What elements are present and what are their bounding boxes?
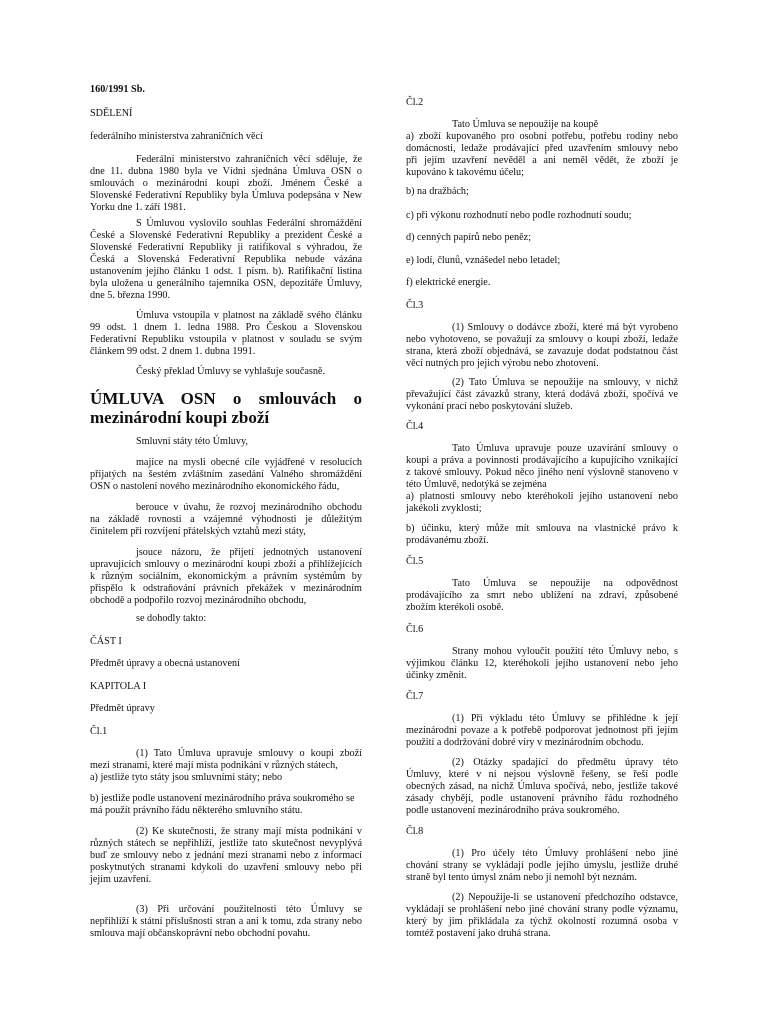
text-line: účinky změnit.	[406, 670, 467, 681]
text-line: smlouva mají občanskoprávní nebo obchodní povahu.	[90, 928, 311, 939]
translation-note: Český překlad Úmluvy se vyhlašuje současně.	[136, 366, 325, 377]
text-line: jejím uzavření.	[90, 874, 152, 885]
text-line: koupi a práva a povinnosti prodávajícího a kupujícího vznikající	[406, 455, 678, 466]
text-line: byla uložena u generálního tajemníka OSN, depozitáře Úmluvy,	[90, 278, 362, 289]
communication-heading: SDĚLENÍ	[90, 108, 133, 119]
convention-title-line-2: mezinárodní koupi zboží	[90, 408, 270, 427]
part-heading: ČÁST I	[90, 636, 122, 647]
text-line: upravujících smlouvy o mezinárodní koupi zboží a přihlížejících	[90, 559, 362, 570]
text-line: (2) Ke skutečnosti, že strany mají místa podnikání v	[136, 826, 362, 837]
text-line: Yorku dne 1. září 1981.	[90, 202, 186, 213]
text-line: prodávajícího za smrt nebo ublížení na zdraví, způsobené	[406, 590, 678, 601]
chapter-title: Předmět úpravy	[90, 703, 155, 714]
text-line: výjimkou článku 12, kteréhokoli jejího ustanovení nebo jeho	[406, 658, 678, 669]
text-line: Slovenské Federativní Republiky ji ratifikoval s výhradou, že	[90, 242, 362, 253]
text-line: S Úmluvou vyslovilo souhlas Federální shromáždění	[136, 218, 362, 229]
text-line: na základě rovnosti a vzájemné výhodnosti je důležitým	[90, 514, 362, 525]
text-line: nebo vyhotoveno, se považují za smlouvy o koupi zboží, ledaže	[406, 334, 678, 345]
article-5-heading: Čl.5	[406, 556, 424, 567]
text-line: a) platnosti smlouvy nebo kteréhokoli jejího ustanovení nebo	[406, 491, 678, 502]
law-number: 160/1991 Sb.	[90, 84, 145, 95]
text-line: (3) Při určování použitelnosti této Úmluvy se	[136, 904, 362, 915]
article-7-heading: Čl.7	[406, 691, 424, 702]
text-line: Tato Úmluva se nepoužije na odpovědnost	[452, 578, 678, 589]
text-line: použití a dodržování dobré víry v mezinárodním obchodu.	[406, 737, 644, 748]
article-3-heading: Čl.3	[406, 300, 424, 311]
text-line: různých státech se nepřihlíží, jestliže tato skutečnost nevyplývá	[90, 838, 362, 849]
text-line: Úmluvy, které v ní nejsou výslovně řešeny, se řeší podle	[406, 769, 678, 780]
text-line: (1) Tato Úmluva upravuje smlouvy o koupi zboží	[136, 748, 362, 759]
text-line: zásady chybějí, podle ustanovení právního řádu rozhodného	[406, 793, 678, 804]
text-line: (1) Pro účely této Úmluvy prohlášení nebo jiné	[452, 848, 678, 859]
text-line: OSN o nastolení nového mezinárodního ekonomického řádu,	[90, 481, 340, 492]
text-line: smlouvách o mezinárodní koupi zboží. Jménem České a	[90, 178, 362, 189]
text-line: který by jim přikládala za týchž okolností rozumná osoba v	[406, 916, 678, 927]
text-line: Federativní Republiku vstoupila v platnost v souladu se svým	[90, 334, 362, 345]
text-line: věcí nutných pro jejich výrobu nebo zhotovení.	[406, 358, 599, 369]
text-line: přispělo k odstraňování právních překážek v mezinárodním	[90, 583, 362, 594]
text-line: kupováno k takovému účelu;	[406, 167, 524, 178]
article-2-point-e: e) lodí, člunů, vznášedel nebo letadel;	[406, 255, 561, 266]
text-line: Strany mohou vyloučit použití této Úmluvy nebo, s	[452, 646, 678, 657]
article-2-point-c: c) při výkonu rozhodnutí nebo podle rozhodnutí soudu;	[406, 210, 632, 221]
text-line: 99 odst. 1 dnem 1. ledna 1988. Pro Českou a Slovenskou	[90, 322, 362, 333]
agreement-line: se dohodly takto:	[136, 613, 207, 624]
article-2-point-f: f) elektrické energie.	[406, 277, 491, 288]
text-line: České a Slovenské Federativní Republiky a prezident České a	[90, 230, 362, 241]
text-line: článkem 99 odst. 2 dnem 1. dubna 1991.	[90, 346, 256, 357]
text-line: vykonání prací nebo poskytování služeb.	[406, 401, 573, 412]
text-line: (1) Při výkladu této Úmluvy se přihlédne k její	[452, 713, 678, 724]
text-line: Tato Úmluva upravuje pouze uzavírání smlouvy o	[452, 443, 678, 454]
article-2-heading: Čl.2	[406, 97, 424, 108]
text-line: buď ze smlouvy nebo z jednání mezi stranami nebo z informací	[90, 850, 362, 861]
text-line: Úmluva vstoupila v platnost na základě svého článku	[136, 310, 362, 321]
text-line: zbožím kterékoli osobě.	[406, 602, 504, 613]
article-4-heading: Čl.4	[406, 421, 424, 432]
text-line: podle ustanovení mezinárodního práva soukromého.	[406, 805, 620, 816]
text-line: dne 11. dubna 1980 byla ve Vídni sjednána Úmluva OSN o	[90, 166, 362, 177]
text-line: mezinárodní povaze a k potřebě podporovat jednotnost při jejím	[406, 725, 678, 736]
text-line: majíce na mysli obecné cíle vyjádřené v resolucích	[136, 457, 362, 468]
text-line: chování strany se vykládají podle jejího úmyslu, jestliže druhé	[406, 860, 678, 871]
text-line: b) účinku, který může mít smlouva na vlastnické právo k	[406, 523, 678, 534]
text-line: tomtéž postavení jako druhá strana.	[406, 928, 551, 939]
text-line: této Úmluvě, nedotýká se zejména	[406, 479, 547, 490]
text-line: poskytnutých stranami kdykoli do uzavření smlouvy nebo při	[90, 862, 362, 873]
text-line: Federální ministerstvo zahraničních věcí sděluje, že	[136, 154, 362, 165]
preamble-opening: Smluvní státy této Úmluvy,	[136, 436, 248, 447]
text-line: při jejím uzavření nevěděl a ani neměl vědět, že zboží je	[406, 155, 678, 166]
text-line: ustanovením jejího článku 1 odst. 1 písm. b). Ratifikační listina	[90, 266, 362, 277]
text-line: strana, která zboží objednává, se zavazuje dodat podstatnou část	[406, 346, 678, 357]
text-line: (2) Nepoužije-li se ustanovení předchozího odstavce,	[452, 892, 678, 903]
text-line: (2) Tato Úmluva se nepoužije na smlouvy, v nichž	[452, 377, 678, 388]
text-line: nepřihlíží k státní příslušnosti stran a ani k tomu, zda strany nebo	[90, 916, 362, 927]
text-line: (1) Smlouvy o dodávce zboží, které má být vyrobeno	[452, 322, 678, 333]
text-line: Slovenské Federativní Republiky byla Úmluva podepsána v New	[90, 190, 362, 201]
article-2-point-b: b) na dražbách;	[406, 186, 469, 197]
text-line: mezi stranami, které mají místa podnikání v různých státech,	[90, 760, 338, 771]
text-line: (2) Otázky spadající do předmětu úpravy této	[452, 757, 678, 768]
text-line: z takové smlouvy. Pokud něco jiného není výslovně stanoveno v	[406, 467, 678, 478]
text-line: b) jestliže podle ustanovení mezinárodního práva soukromého se	[90, 793, 355, 804]
text-line: domácnosti, ledaže prodávající před uzavřením smlouvy nebo	[406, 143, 678, 154]
article-6-heading: Čl.6	[406, 624, 424, 635]
text-line: prodávanému zboží.	[406, 535, 489, 546]
text-line: obchodě a podpořilo rozvoj mezinárodního obchodu,	[90, 595, 307, 606]
text-line: Česká a Slovenská Federativní Republika nebude vázána	[90, 254, 362, 265]
convention-title-line-1: ÚMLUVA OSN o smlouvách o	[90, 389, 362, 408]
chapter-heading: KAPITOLA I	[90, 681, 147, 692]
text-line: vykládají se prohlášení nebo jiné chování strany podle významu,	[406, 904, 678, 915]
article-8-heading: Čl.8	[406, 826, 424, 837]
text-line: k různým sociálním, ekonomickým a právním systémům by	[90, 571, 362, 582]
text-line: a) jestliže tyto státy jsou smluvními státy; nebo	[90, 772, 283, 783]
text-line: převažující část závazků strany, která dodává zboží, spočívá ve	[406, 389, 678, 400]
article-2-point-d: d) cenných papírů nebo peněz;	[406, 232, 532, 243]
text-line: dne 5. března 1990.	[90, 290, 171, 301]
part-title: Předmět úpravy a obecná ustanovení	[90, 658, 240, 669]
article-1-heading: Čl.1	[90, 726, 108, 737]
text-line: straně byl tento úmysl znám nebo jí nemohl být neznám.	[406, 872, 637, 883]
ministry-line: federálního ministerstva zahraničních věcí	[90, 131, 263, 142]
text-line: činitelem při rozvíjení přátelských vztahů mezi státy,	[90, 526, 306, 537]
text-line: obecných zásad, na nichž Úmluva spočívá, nebo, jestliže takové	[406, 781, 678, 792]
text-line: jakékoli zvyklosti;	[406, 503, 482, 514]
text-line: jsouce názoru, že přijetí jednotných ustanovení	[136, 547, 362, 558]
text-line: a) zboží kupovaného pro osobní potřebu, potřebu rodiny nebo	[406, 131, 678, 142]
text-line: přijatých na šestém zvláštním zasedání Valného shromáždění	[90, 469, 362, 480]
text-line: berouce v úvahu, že rozvoj mezinárodního obchodu	[136, 502, 362, 513]
text-line: Tato Úmluva se nepoužije na koupě	[452, 119, 599, 130]
text-line: má použít právního řádu některého smluvního státu.	[90, 805, 303, 816]
